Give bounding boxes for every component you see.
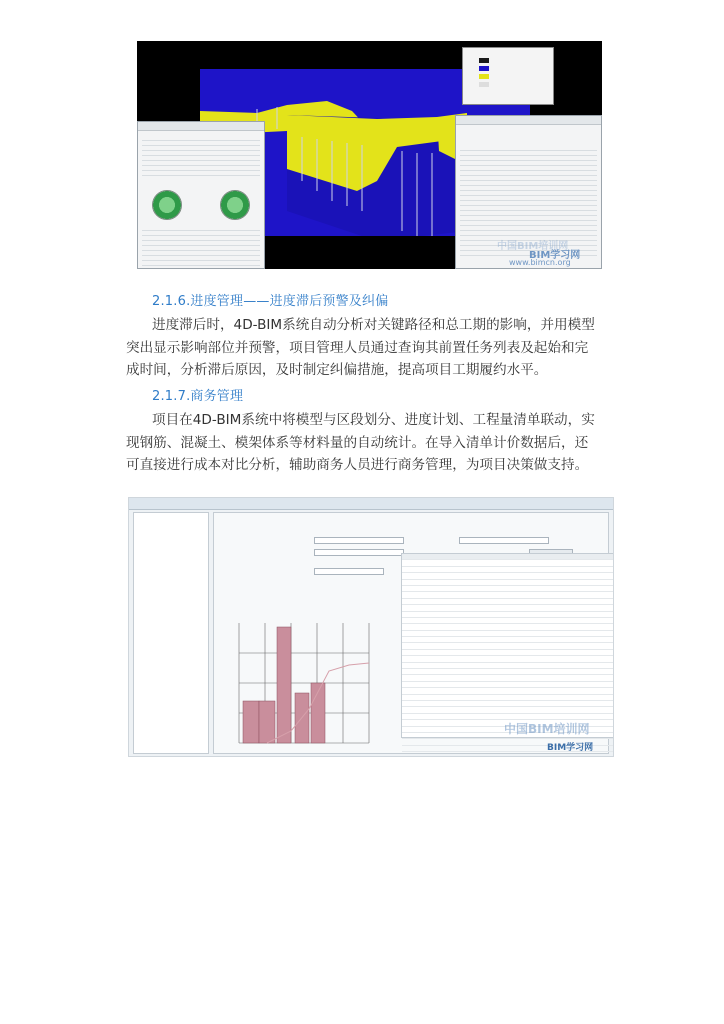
panel-titlebar xyxy=(456,116,601,125)
paragraph-line: 进度滞后时，4D-BIM系统自动分析对关键路径和总工期的影响，并用模型 xyxy=(152,317,595,333)
progress-pie-chart-right xyxy=(220,190,250,220)
window-tree-panel xyxy=(133,512,209,754)
filter-dropdown xyxy=(314,537,404,544)
filter-dropdown xyxy=(459,537,549,544)
panel-task-table xyxy=(142,226,260,266)
legend-swatch-blue xyxy=(479,66,489,71)
window-titlebar xyxy=(129,498,613,510)
quantity-table xyxy=(401,553,614,738)
legend-swatch-gray xyxy=(479,82,489,87)
date-field xyxy=(314,568,384,575)
progress-pie-chart-left xyxy=(152,190,182,220)
schedule-management-screenshot xyxy=(137,41,602,269)
business-management-screenshot xyxy=(128,497,614,757)
watermark-url: www.bimcn.org xyxy=(509,258,571,267)
paragraph-line: 可直接进行成本对比分析，辅助商务人员进行商务管理，为项目决策做支持。 xyxy=(126,457,589,473)
section-heading-2-1-7: 2.1.7.商务管理 xyxy=(152,389,244,404)
paragraph-line: 突出显示影响部位并预警，项目管理人员通过查询其前置任务列表及起始和完 xyxy=(126,339,589,356)
paragraph-line: 成时间，分析滞后原因，及时制定纠偏措施，提高项目工期履约水平。 xyxy=(126,362,548,378)
section-heading-2-1-6: 2.1.6.进度管理——进度滞后预警及纠偏 xyxy=(152,294,389,309)
paragraph-line: 项目在4D-BIM系统中将模型与区段划分、进度计划、工程量清单联动，实 xyxy=(152,412,595,428)
status-legend-popup xyxy=(462,47,554,105)
paragraph-line: 现钢筋、混凝土、模架体系等材料量的自动统计。在导入清单计价数据后，还 xyxy=(126,434,589,451)
legend-swatch-black xyxy=(479,58,489,63)
legend-swatch-yellow xyxy=(479,74,489,79)
watermark-logo: BIM学习网 xyxy=(529,250,581,261)
progress-statistics-panel xyxy=(137,121,265,269)
section-paragraph-2-1-6 xyxy=(126,314,620,382)
watermark-cn: 中国BIM培训网 xyxy=(504,722,590,736)
watermark-faint: 中国BIM培训网 xyxy=(497,241,569,252)
panel-fields xyxy=(142,136,260,176)
watermark-logo: BIM学习网 xyxy=(547,743,594,753)
filter-dropdown xyxy=(314,549,404,556)
quantity-bar-line-chart xyxy=(229,613,389,748)
panel-titlebar xyxy=(138,122,264,131)
section-paragraph-2-1-7 xyxy=(126,409,620,477)
